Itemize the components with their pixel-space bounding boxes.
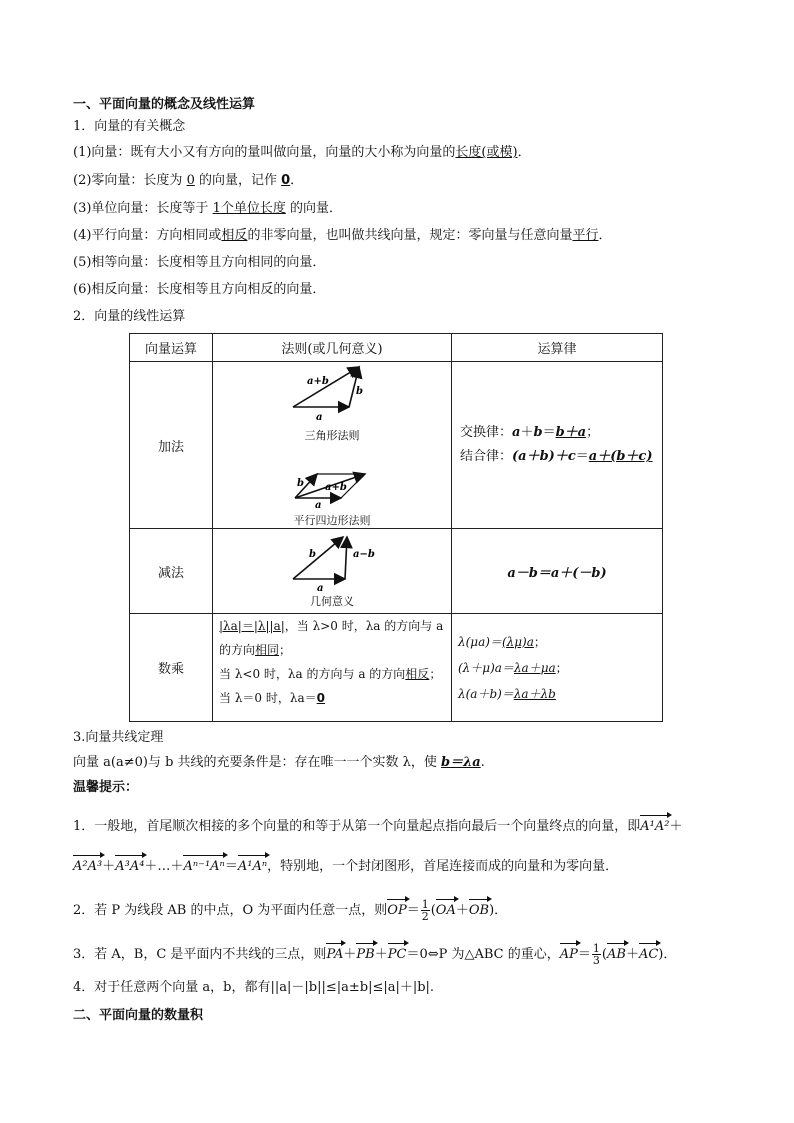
theorem-title: 3.向量共线定理 [73,730,164,745]
sub-law: a－b＝a＋(－b) [507,565,607,581]
par-apb-label: a+b [325,482,347,493]
linear-ops-table [129,333,663,722]
tri-b-label: b [356,386,363,397]
sub-amb-label: a−b [353,549,375,560]
table-header-row [130,334,663,362]
tip3-fraction: $\frac{1}{3}$ [592,942,600,967]
commutative-law: 交换律：a＋b＝b＋a； [460,425,600,440]
tri-apb-label: a+b [307,376,329,387]
mul-rule-1: |λa|＝|λ||a|，当 λ>0 时，λa 的方向与 a [219,619,444,633]
concept-parallel: (4)平行向量：方向相同或相反的非零向量，也叫做共线向量，规定：零向量与任意向量平行． [73,228,612,243]
mul-law-2: (λ＋μ)a＝λa＋μa； [458,660,568,675]
sub-a-label: a [317,583,324,591]
sub-b-label: b [309,549,316,560]
concept-unit: (3)单位向量：长度等于 1个单位长度 的向量． [73,201,342,216]
section1-title: 一、平面向量的概念及线性运算 [73,97,256,112]
header-operation: 向量运算 [130,334,213,362]
header-rule: 法则(或几何意义) [213,334,452,362]
tip1-line2: A²A³＋A³A⁴＋…＋Aⁿ⁻¹Aⁿ＝A¹Aⁿ，特别地，一个封闭图形，首尾连接而成的向量和为零向量． [73,859,619,874]
section2-title: 二、平面向量的数量积 [73,1008,204,1023]
header-law: 运算律 [452,334,663,362]
op-mul: 数乘 [130,614,213,722]
concept-vector: (1)向量：既有大小又有方向的量叫做向量，向量的大小称为向量的长度(或模)． [73,145,531,160]
mul-law-1: λ(μa)＝(λμ)a； [458,634,546,649]
tip1-line1: 1．一般地，首尾顺次相接的多个向量的和等于从第一个向量起点指向最后一个向量终点的向量，即A¹A²＋ [73,819,683,834]
op-sub: 减法 [130,529,213,614]
table-row-add [130,362,663,529]
concept-opposite: (6)相反向量：长度相等且方向相反的向量． [73,282,326,297]
theorem-text: 向量 a(a≠0)与 b 共线的充要条件是：存在唯一一个实数 λ，使 b＝λa. [73,755,485,770]
table-row-sub [130,529,663,614]
tip3: 3．若 A，B，C 是平面内不共线的三点，则PA＋PB＋PC＝0⇔P 为△ABC 的重心，AP＝ $\frac{1}{3}$ (AB＋AC)． [73,942,677,967]
sub-caption: 几何意义 [310,595,354,608]
tip2-fraction: $\frac{1}{2}$ [421,898,429,923]
par-a-label: a [315,500,322,510]
concept-equal: (5)相等向量：长度相等且方向相同的向量． [73,255,326,270]
parallelogram-diagram [295,474,365,510]
sub-law-cell [452,529,663,614]
triangle-caption: 三角形法则 [304,429,360,442]
linear-ops-title: 2．向量的线性运算 [73,309,186,324]
associative-law: 结合律：(a＋b)＋c＝a＋(b＋c) [460,449,653,464]
add-law-cell [452,362,663,529]
concept-zero: (2)零向量：长度为 0 的向量，记作 0． [73,173,304,188]
addition-diagrams [213,362,451,510]
subtraction-diagram [213,529,451,591]
mul-law-3: λ(a＋b)＝λa＋λb [458,686,556,701]
tip4: 4．对于任意两个向量 a，b，都有||a|－|b||≤|a±b|≤|a|＋|b|. [73,980,435,995]
sub-rule-cell [213,529,452,614]
tri-a-label: a [316,412,323,423]
mul-law-cell [452,614,663,722]
mul-rule-4: 当 λ＝0 时，λa＝0 [219,691,325,705]
add-rule-cell [213,362,452,529]
table-row-mul [130,614,663,722]
parallelogram-caption: 平行四边形法则 [293,514,371,527]
mul-rule-2: 的方向相同； [219,643,292,657]
mul-rule-cell [213,614,452,722]
concepts-title: 1．向量的有关概念 [73,119,186,134]
par-b-label: b [297,478,304,489]
triangle-diagram [293,367,363,442]
mul-rule-3: 当 λ<0 时，λa 的方向与 a 的方向相反； [219,667,442,681]
tips-title: 温馨提示： [73,780,139,795]
tip2: 2．若 P 为线段 AB 的中点，O 为平面内任意一点，则OP＝ $\frac{1}{2}$ (OA＋OB)． [73,898,508,923]
op-add: 加法 [130,362,213,529]
